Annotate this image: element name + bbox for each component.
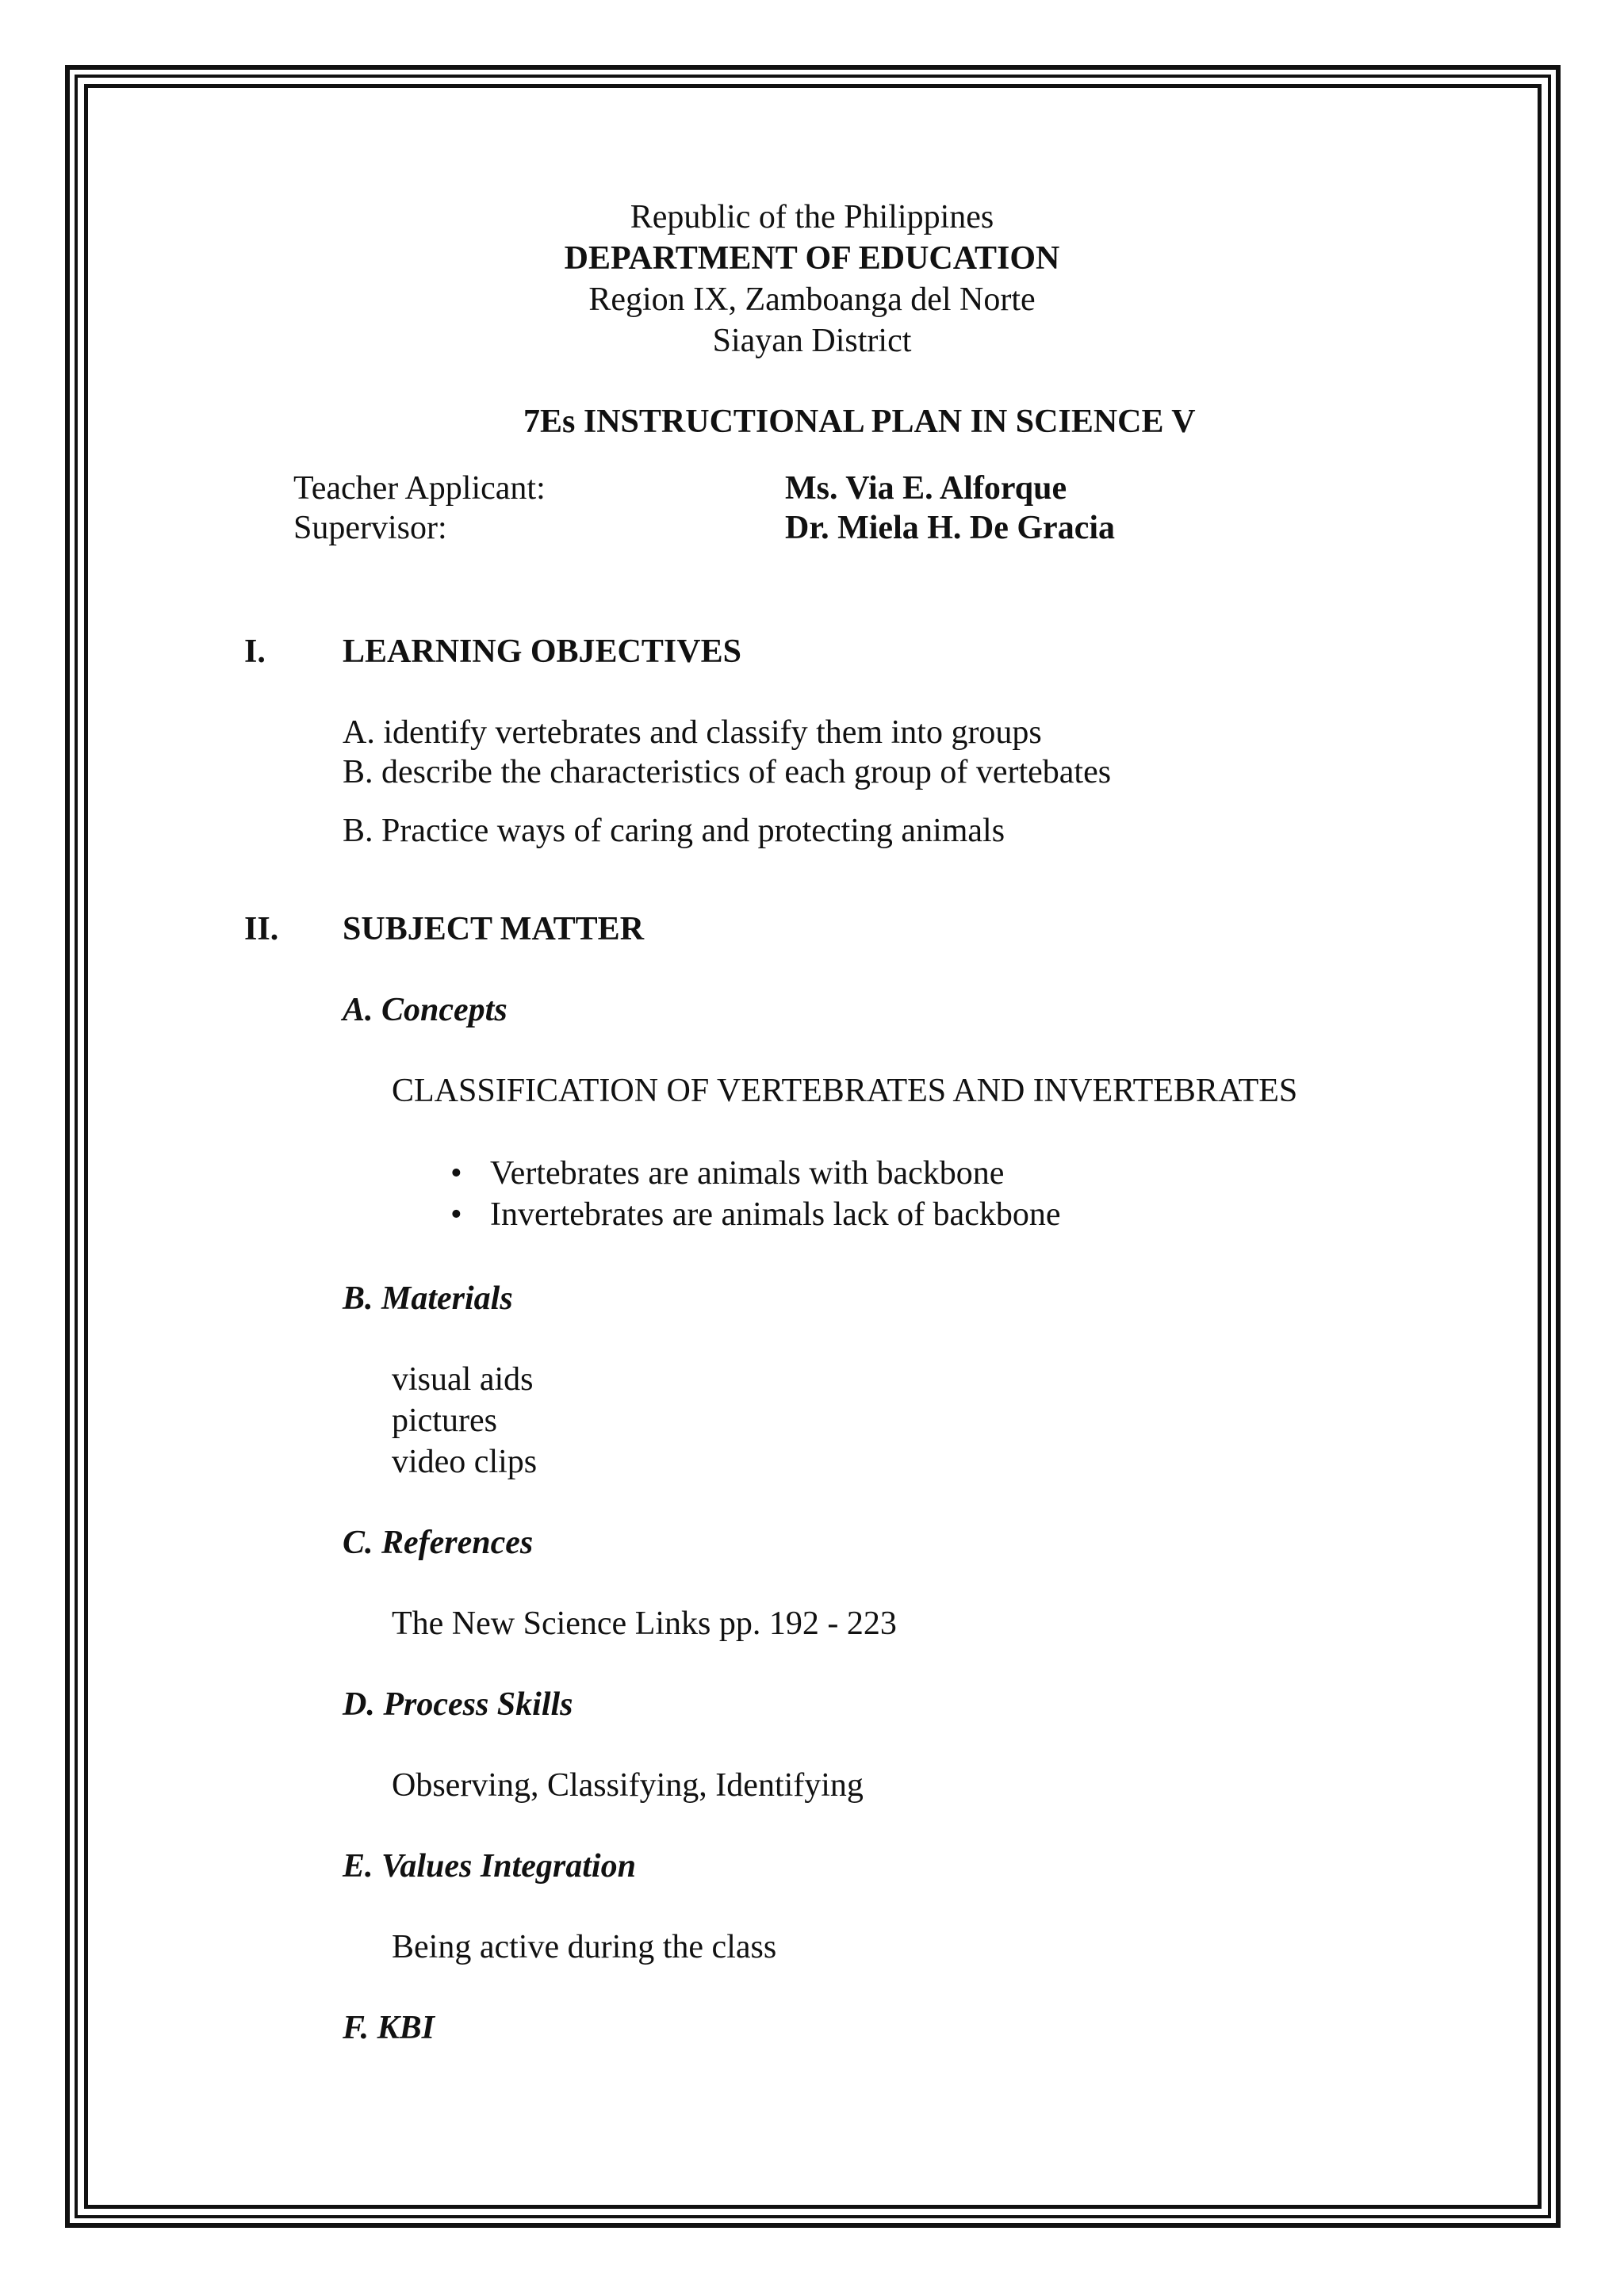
- process-skills-heading: D. Process Skills: [343, 1686, 573, 1723]
- material-item: visual aids: [392, 1361, 534, 1398]
- teacher-label: Teacher Applicant:: [293, 470, 546, 507]
- section-2-numeral: II.: [244, 911, 279, 947]
- region-line: Region IX, Zamboanga del Norte: [588, 281, 1036, 318]
- objective-item: B. Practice ways of caring and protecting animals: [343, 813, 1005, 849]
- references-heading: C. References: [343, 1525, 534, 1561]
- supervisor-name: Dr. Miela H. De Gracia: [785, 510, 1116, 546]
- plan-title: 7Es INSTRUCTIONAL PLAN IN SCIENCE V: [523, 404, 1196, 440]
- values-heading: E. Values Integration: [343, 1848, 636, 1885]
- materials-heading: B. Materials: [343, 1280, 513, 1317]
- section-2-heading: SUBJECT MATTER: [343, 911, 645, 947]
- supervisor-label: Supervisor:: [293, 510, 447, 546]
- bullet-icon: •: [450, 1196, 462, 1233]
- department-line: DEPARTMENT OF EDUCATION: [564, 240, 1060, 277]
- process-skills-text: Observing, Classifying, Identifying: [392, 1767, 864, 1804]
- concept-bullet-item: Vertebrates are animals with backbone: [490, 1155, 1005, 1192]
- concepts-heading: A. Concepts: [343, 992, 508, 1028]
- section-1-numeral: I.: [244, 633, 266, 670]
- objective-item: B. describe the characteristics of each group of vertebates: [343, 754, 1112, 790]
- material-item: pictures: [392, 1402, 497, 1439]
- bullet-icon: •: [450, 1155, 462, 1192]
- kbi-heading: F. KBI: [343, 2010, 435, 2046]
- concept-bullet-item: Invertebrates are animals lack of backbone: [490, 1196, 1061, 1233]
- objective-item: A. identify vertebrates and classify them into groups: [343, 714, 1042, 751]
- references-text: The New Science Links pp. 192 - 223: [392, 1605, 897, 1642]
- district-line: Siayan District: [712, 323, 912, 359]
- concepts-title: CLASSIFICATION OF VERTEBRATES AND INVERTEBRATES: [392, 1073, 1298, 1109]
- teacher-name: Ms. Via E. Alforque: [785, 470, 1067, 507]
- republic-line: Republic of the Philippines: [630, 199, 994, 235]
- values-text: Being active during the class: [392, 1929, 777, 1965]
- section-1-heading: LEARNING OBJECTIVES: [343, 633, 741, 670]
- material-item: video clips: [392, 1444, 538, 1480]
